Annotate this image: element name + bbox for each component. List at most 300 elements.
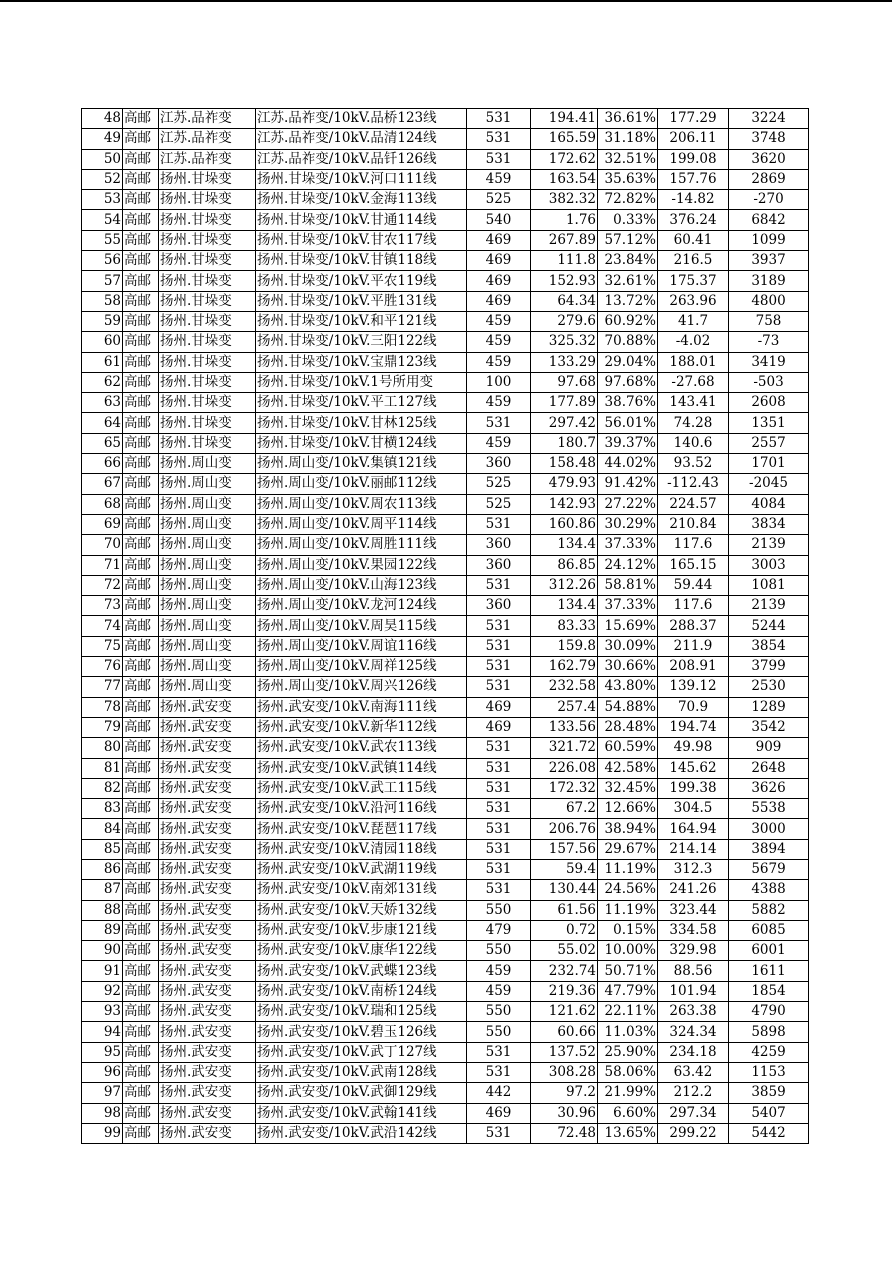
load-rate-cell: 10.00% (598, 941, 658, 961)
capacity-cell: 469 (467, 291, 531, 311)
table-body (82, 109, 809, 1144)
feeder-line-cell: 扬州.甘垛变/10kV.甘通114线 (256, 210, 467, 230)
feeder-line-cell: 扬州.周山变/10kV.周昊115线 (256, 616, 467, 636)
row-number-cell: 98 (82, 1103, 123, 1123)
load-cell: 72.48 (531, 1123, 598, 1143)
county-cell: 高邮 (123, 494, 159, 514)
margin-count-cell: 3542 (729, 717, 809, 737)
load-rate-cell: 30.66% (598, 657, 658, 677)
table-row (82, 697, 809, 717)
feeder-line-cell: 扬州.武安变/10kV.武农113线 (256, 738, 467, 758)
capacity-cell: 531 (467, 616, 531, 636)
county-cell: 高邮 (123, 1002, 159, 1022)
margin-cell: 88.56 (658, 961, 729, 981)
table-row (82, 291, 809, 311)
substation-cell: 扬州.甘垛变 (159, 251, 256, 271)
row-number-cell: 48 (82, 109, 123, 129)
load-cell: 479.93 (531, 474, 598, 494)
load-cell: 257.4 (531, 697, 598, 717)
feeder-line-cell: 扬州.周山变/10kV.山海123线 (256, 575, 467, 595)
county-cell: 高邮 (123, 1062, 159, 1082)
table-row (82, 1002, 809, 1022)
substation-cell: 江苏.品祚变 (159, 129, 256, 149)
table-row (82, 575, 809, 595)
load-rate-cell: 11.19% (598, 859, 658, 879)
margin-count-cell: 909 (729, 738, 809, 758)
county-cell: 高邮 (123, 697, 159, 717)
row-number-cell: 86 (82, 859, 123, 879)
margin-count-cell: 1081 (729, 575, 809, 595)
load-cell: 232.58 (531, 677, 598, 697)
row-number-cell: 73 (82, 596, 123, 616)
load-rate-cell: 32.45% (598, 778, 658, 798)
row-number-cell: 57 (82, 271, 123, 291)
row-number-cell: 79 (82, 717, 123, 737)
capacity-cell: 550 (467, 1002, 531, 1022)
substation-cell: 扬州.周山变 (159, 494, 256, 514)
capacity-cell: 360 (467, 555, 531, 575)
load-cell: 30.96 (531, 1103, 598, 1123)
capacity-cell: 531 (467, 1042, 531, 1062)
table-row (82, 474, 809, 494)
substation-cell: 扬州.周山变 (159, 596, 256, 616)
county-cell: 高邮 (123, 1042, 159, 1062)
load-cell: 279.6 (531, 311, 598, 331)
load-cell: 60.66 (531, 1022, 598, 1042)
feeder-line-cell: 扬州.周山变/10kV.龙河124线 (256, 596, 467, 616)
margin-cell: 376.24 (658, 210, 729, 230)
margin-cell: 145.62 (658, 758, 729, 778)
table-row (82, 169, 809, 189)
substation-cell: 扬州.甘垛变 (159, 413, 256, 433)
table-row (82, 454, 809, 474)
capacity-cell: 459 (467, 393, 531, 413)
county-cell: 高邮 (123, 332, 159, 352)
load-rate-cell: 60.92% (598, 311, 658, 331)
margin-cell: 208.91 (658, 657, 729, 677)
load-rate-cell: 6.60% (598, 1103, 658, 1123)
county-cell: 高邮 (123, 230, 159, 250)
row-number-cell: 75 (82, 636, 123, 656)
table-row (82, 332, 809, 352)
load-cell: 59.4 (531, 859, 598, 879)
margin-count-cell: 3834 (729, 514, 809, 534)
feeder-line-cell: 扬州.甘垛变/10kV.平胜131线 (256, 291, 467, 311)
substation-cell: 扬州.武安变 (159, 839, 256, 859)
feeder-line-cell: 扬州.周山变/10kV.果园122线 (256, 555, 467, 575)
table-row (82, 413, 809, 433)
feeder-line-cell: 扬州.甘垛变/10kV.和平121线 (256, 311, 467, 331)
margin-cell: 206.11 (658, 129, 729, 149)
margin-cell: 139.12 (658, 677, 729, 697)
margin-count-cell: 2139 (729, 596, 809, 616)
capacity-cell: 442 (467, 1083, 531, 1103)
margin-count-cell: 5538 (729, 799, 809, 819)
substation-cell: 扬州.甘垛变 (159, 190, 256, 210)
substation-cell: 扬州.武安变 (159, 1022, 256, 1042)
county-cell: 高邮 (123, 758, 159, 778)
margin-cell: 334.58 (658, 920, 729, 940)
substation-cell: 扬州.武安变 (159, 859, 256, 879)
county-cell: 高邮 (123, 880, 159, 900)
feeder-line-cell: 扬州.甘垛变/10kV.甘横124线 (256, 433, 467, 453)
capacity-cell: 479 (467, 920, 531, 940)
capacity-cell: 531 (467, 1123, 531, 1143)
row-number-cell: 88 (82, 900, 123, 920)
feeder-line-cell: 扬州.武安变/10kV.康华122线 (256, 941, 467, 961)
feeder-line-cell: 扬州.甘垛变/10kV.甘林125线 (256, 413, 467, 433)
margin-cell: -14.82 (658, 190, 729, 210)
load-rate-cell: 29.04% (598, 352, 658, 372)
capacity-cell: 531 (467, 514, 531, 534)
load-rate-cell: 57.12% (598, 230, 658, 250)
substation-cell: 扬州.武安变 (159, 880, 256, 900)
table-row (82, 129, 809, 149)
load-rate-cell: 0.15% (598, 920, 658, 940)
feeder-line-cell: 扬州.周山变/10kV.周祥125线 (256, 657, 467, 677)
capacity-cell: 531 (467, 839, 531, 859)
margin-count-cell: 4084 (729, 494, 809, 514)
margin-cell: 288.37 (658, 616, 729, 636)
capacity-cell: 469 (467, 230, 531, 250)
county-cell: 高邮 (123, 799, 159, 819)
county-cell: 高邮 (123, 657, 159, 677)
capacity-cell: 531 (467, 677, 531, 697)
margin-count-cell: 3224 (729, 109, 809, 129)
county-cell: 高邮 (123, 514, 159, 534)
load-rate-cell: 50.71% (598, 961, 658, 981)
capacity-cell: 531 (467, 657, 531, 677)
capacity-cell: 469 (467, 1103, 531, 1123)
margin-count-cell: 3799 (729, 657, 809, 677)
county-cell: 高邮 (123, 596, 159, 616)
load-cell: 134.4 (531, 535, 598, 555)
substation-cell: 扬州.周山变 (159, 616, 256, 636)
feeder-line-cell: 扬州.周山变/10kV.周农113线 (256, 494, 467, 514)
load-cell: 152.93 (531, 271, 598, 291)
load-rate-cell: 24.56% (598, 880, 658, 900)
margin-count-cell: 1701 (729, 454, 809, 474)
substation-cell: 扬州.武安变 (159, 738, 256, 758)
row-number-cell: 52 (82, 169, 123, 189)
county-cell: 高邮 (123, 1083, 159, 1103)
load-rate-cell: 13.65% (598, 1123, 658, 1143)
row-number-cell: 78 (82, 697, 123, 717)
load-cell: 121.62 (531, 1002, 598, 1022)
capacity-cell: 360 (467, 454, 531, 474)
row-number-cell: 95 (82, 1042, 123, 1062)
margin-cell: 299.22 (658, 1123, 729, 1143)
feeder-load-table (81, 108, 809, 1144)
substation-cell: 扬州.武安变 (159, 961, 256, 981)
feeder-line-cell: 扬州.甘垛变/10kV.平工127线 (256, 393, 467, 413)
row-number-cell: 60 (82, 332, 123, 352)
county-cell: 高邮 (123, 372, 159, 392)
row-number-cell: 90 (82, 941, 123, 961)
margin-count-cell: 6842 (729, 210, 809, 230)
load-rate-cell: 28.48% (598, 717, 658, 737)
capacity-cell: 459 (467, 169, 531, 189)
margin-cell: 70.9 (658, 697, 729, 717)
table-row (82, 352, 809, 372)
load-rate-cell: 91.42% (598, 474, 658, 494)
table-row (82, 271, 809, 291)
feeder-line-cell: 扬州.甘垛变/10kV.三阳122线 (256, 332, 467, 352)
margin-count-cell: 2530 (729, 677, 809, 697)
margin-count-cell: -270 (729, 190, 809, 210)
margin-count-cell: -73 (729, 332, 809, 352)
substation-cell: 扬州.甘垛变 (159, 271, 256, 291)
row-number-cell: 85 (82, 839, 123, 859)
feeder-line-cell: 扬州.武安变/10kV.瑞和125线 (256, 1002, 467, 1022)
margin-cell: 117.6 (658, 596, 729, 616)
margin-cell: 157.76 (658, 169, 729, 189)
row-number-cell: 63 (82, 393, 123, 413)
margin-count-cell: 1289 (729, 697, 809, 717)
substation-cell: 扬州.武安变 (159, 697, 256, 717)
margin-count-cell: 4790 (729, 1002, 809, 1022)
load-rate-cell: 43.80% (598, 677, 658, 697)
row-number-cell: 77 (82, 677, 123, 697)
capacity-cell: 469 (467, 271, 531, 291)
table-row (82, 657, 809, 677)
margin-cell: -27.68 (658, 372, 729, 392)
capacity-cell: 459 (467, 352, 531, 372)
margin-cell: 212.2 (658, 1083, 729, 1103)
load-rate-cell: 58.06% (598, 1062, 658, 1082)
margin-count-cell: 2869 (729, 169, 809, 189)
margin-count-cell: 3189 (729, 271, 809, 291)
margin-count-cell: 4800 (729, 291, 809, 311)
substation-cell: 扬州.武安变 (159, 758, 256, 778)
margin-cell: 214.14 (658, 839, 729, 859)
load-cell: 97.2 (531, 1083, 598, 1103)
row-number-cell: 92 (82, 981, 123, 1001)
row-number-cell: 96 (82, 1062, 123, 1082)
capacity-cell: 550 (467, 900, 531, 920)
county-cell: 高邮 (123, 271, 159, 291)
load-rate-cell: 42.58% (598, 758, 658, 778)
table-row (82, 393, 809, 413)
load-rate-cell: 22.11% (598, 1002, 658, 1022)
county-cell: 高邮 (123, 920, 159, 940)
feeder-line-cell: 扬州.武安变/10kV.武沿142线 (256, 1123, 467, 1143)
load-rate-cell: 29.67% (598, 839, 658, 859)
capacity-cell: 531 (467, 778, 531, 798)
row-number-cell: 97 (82, 1083, 123, 1103)
substation-cell: 扬州.武安变 (159, 1103, 256, 1123)
county-cell: 高邮 (123, 535, 159, 555)
margin-count-cell: 1611 (729, 961, 809, 981)
capacity-cell: 531 (467, 738, 531, 758)
load-cell: 162.79 (531, 657, 598, 677)
margin-cell: 101.94 (658, 981, 729, 1001)
county-cell: 高邮 (123, 636, 159, 656)
load-rate-cell: 47.79% (598, 981, 658, 1001)
substation-cell: 扬州.武安变 (159, 717, 256, 737)
county-cell: 高邮 (123, 311, 159, 331)
load-cell: 297.42 (531, 413, 598, 433)
load-cell: 177.89 (531, 393, 598, 413)
margin-cell: 224.57 (658, 494, 729, 514)
capacity-cell: 540 (467, 210, 531, 230)
table-row (82, 859, 809, 879)
table-row (82, 109, 809, 129)
capacity-cell: 531 (467, 636, 531, 656)
county-cell: 高邮 (123, 1123, 159, 1143)
margin-count-cell: 5442 (729, 1123, 809, 1143)
capacity-cell: 531 (467, 109, 531, 129)
table-row (82, 149, 809, 169)
feeder-line-cell: 扬州.武安变/10kV.武工115线 (256, 778, 467, 798)
margin-count-cell: 2557 (729, 433, 809, 453)
feeder-line-cell: 扬州.周山变/10kV.周平114线 (256, 514, 467, 534)
row-number-cell: 70 (82, 535, 123, 555)
table-row (82, 372, 809, 392)
load-rate-cell: 37.33% (598, 535, 658, 555)
load-cell: 325.32 (531, 332, 598, 352)
feeder-line-cell: 扬州.周山变/10kV.集镇121线 (256, 454, 467, 474)
margin-count-cell: 3854 (729, 636, 809, 656)
feeder-line-cell: 江苏.品祚变/10kV.品钎126线 (256, 149, 467, 169)
county-cell: 高邮 (123, 555, 159, 575)
feeder-line-cell: 扬州.武安变/10kV.步康121线 (256, 920, 467, 940)
capacity-cell: 360 (467, 535, 531, 555)
capacity-cell: 531 (467, 819, 531, 839)
load-rate-cell: 12.66% (598, 799, 658, 819)
county-cell: 高邮 (123, 393, 159, 413)
load-rate-cell: 39.37% (598, 433, 658, 453)
load-cell: 157.56 (531, 839, 598, 859)
row-number-cell: 74 (82, 616, 123, 636)
load-rate-cell: 38.94% (598, 819, 658, 839)
load-rate-cell: 11.03% (598, 1022, 658, 1042)
row-number-cell: 89 (82, 920, 123, 940)
load-cell: 97.68 (531, 372, 598, 392)
substation-cell: 扬州.甘垛变 (159, 210, 256, 230)
load-rate-cell: 60.59% (598, 738, 658, 758)
capacity-cell: 459 (467, 332, 531, 352)
load-cell: 137.52 (531, 1042, 598, 1062)
county-cell: 高邮 (123, 129, 159, 149)
feeder-line-cell: 江苏.品祚变/10kV.品清124线 (256, 129, 467, 149)
feeder-line-cell: 扬州.武安变/10kV.武御129线 (256, 1083, 467, 1103)
margin-cell: 175.37 (658, 271, 729, 291)
substation-cell: 江苏.品祚变 (159, 149, 256, 169)
county-cell: 高邮 (123, 1022, 159, 1042)
capacity-cell: 531 (467, 575, 531, 595)
row-number-cell: 66 (82, 454, 123, 474)
margin-cell: 211.9 (658, 636, 729, 656)
substation-cell: 扬州.甘垛变 (159, 433, 256, 453)
row-number-cell: 62 (82, 372, 123, 392)
row-number-cell: 82 (82, 778, 123, 798)
row-number-cell: 49 (82, 129, 123, 149)
load-cell: 158.48 (531, 454, 598, 474)
row-number-cell: 65 (82, 433, 123, 453)
capacity-cell: 459 (467, 433, 531, 453)
table-row (82, 535, 809, 555)
load-rate-cell: 32.51% (598, 149, 658, 169)
substation-cell: 扬州.甘垛变 (159, 393, 256, 413)
row-number-cell: 59 (82, 311, 123, 331)
substation-cell: 扬州.武安变 (159, 981, 256, 1001)
margin-count-cell: 3859 (729, 1083, 809, 1103)
load-rate-cell: 54.88% (598, 697, 658, 717)
table-row (82, 311, 809, 331)
load-cell: 0.72 (531, 920, 598, 940)
row-number-cell: 54 (82, 210, 123, 230)
load-rate-cell: 11.19% (598, 900, 658, 920)
capacity-cell: 550 (467, 941, 531, 961)
load-cell: 172.32 (531, 778, 598, 798)
capacity-cell: 525 (467, 494, 531, 514)
county-cell: 高邮 (123, 149, 159, 169)
row-number-cell: 67 (82, 474, 123, 494)
table-row (82, 636, 809, 656)
load-cell: 142.93 (531, 494, 598, 514)
row-number-cell: 94 (82, 1022, 123, 1042)
margin-cell: 329.98 (658, 941, 729, 961)
load-cell: 64.34 (531, 291, 598, 311)
margin-cell: 140.6 (658, 433, 729, 453)
county-cell: 高邮 (123, 900, 159, 920)
capacity-cell: 550 (467, 1022, 531, 1042)
margin-cell: 117.6 (658, 535, 729, 555)
feeder-line-cell: 扬州.武安变/10kV.沿河116线 (256, 799, 467, 819)
margin-count-cell: 6001 (729, 941, 809, 961)
county-cell: 高邮 (123, 109, 159, 129)
load-cell: 206.76 (531, 819, 598, 839)
feeder-line-cell: 扬州.周山变/10kV.周谊116线 (256, 636, 467, 656)
load-cell: 83.33 (531, 616, 598, 636)
load-rate-cell: 44.02% (598, 454, 658, 474)
county-cell: 高邮 (123, 738, 159, 758)
load-rate-cell: 31.18% (598, 129, 658, 149)
load-cell: 308.28 (531, 1062, 598, 1082)
margin-cell: -4.02 (658, 332, 729, 352)
margin-cell: 263.38 (658, 1002, 729, 1022)
table-row (82, 1042, 809, 1062)
table-row (82, 880, 809, 900)
county-cell: 高邮 (123, 677, 159, 697)
table-row (82, 941, 809, 961)
load-rate-cell: 38.76% (598, 393, 658, 413)
load-rate-cell: 56.01% (598, 413, 658, 433)
county-cell: 高邮 (123, 251, 159, 271)
row-number-cell: 68 (82, 494, 123, 514)
table-row (82, 738, 809, 758)
load-rate-cell: 32.61% (598, 271, 658, 291)
margin-count-cell: 1854 (729, 981, 809, 1001)
load-cell: 312.26 (531, 575, 598, 595)
load-cell: 67.2 (531, 799, 598, 819)
substation-cell: 扬州.武安变 (159, 778, 256, 798)
substation-cell: 扬州.武安变 (159, 941, 256, 961)
capacity-cell: 360 (467, 596, 531, 616)
table-row (82, 839, 809, 859)
feeder-line-cell: 扬州.甘垛变/10kV.平农119线 (256, 271, 467, 291)
substation-cell: 扬州.周山变 (159, 657, 256, 677)
load-cell: 163.54 (531, 169, 598, 189)
load-cell: 165.59 (531, 129, 598, 149)
county-cell: 高邮 (123, 474, 159, 494)
table-row (82, 799, 809, 819)
load-rate-cell: 13.72% (598, 291, 658, 311)
margin-count-cell: 758 (729, 311, 809, 331)
feeder-line-cell: 扬州.甘垛变/10kV.甘镇118线 (256, 251, 467, 271)
load-cell: 267.89 (531, 230, 598, 250)
